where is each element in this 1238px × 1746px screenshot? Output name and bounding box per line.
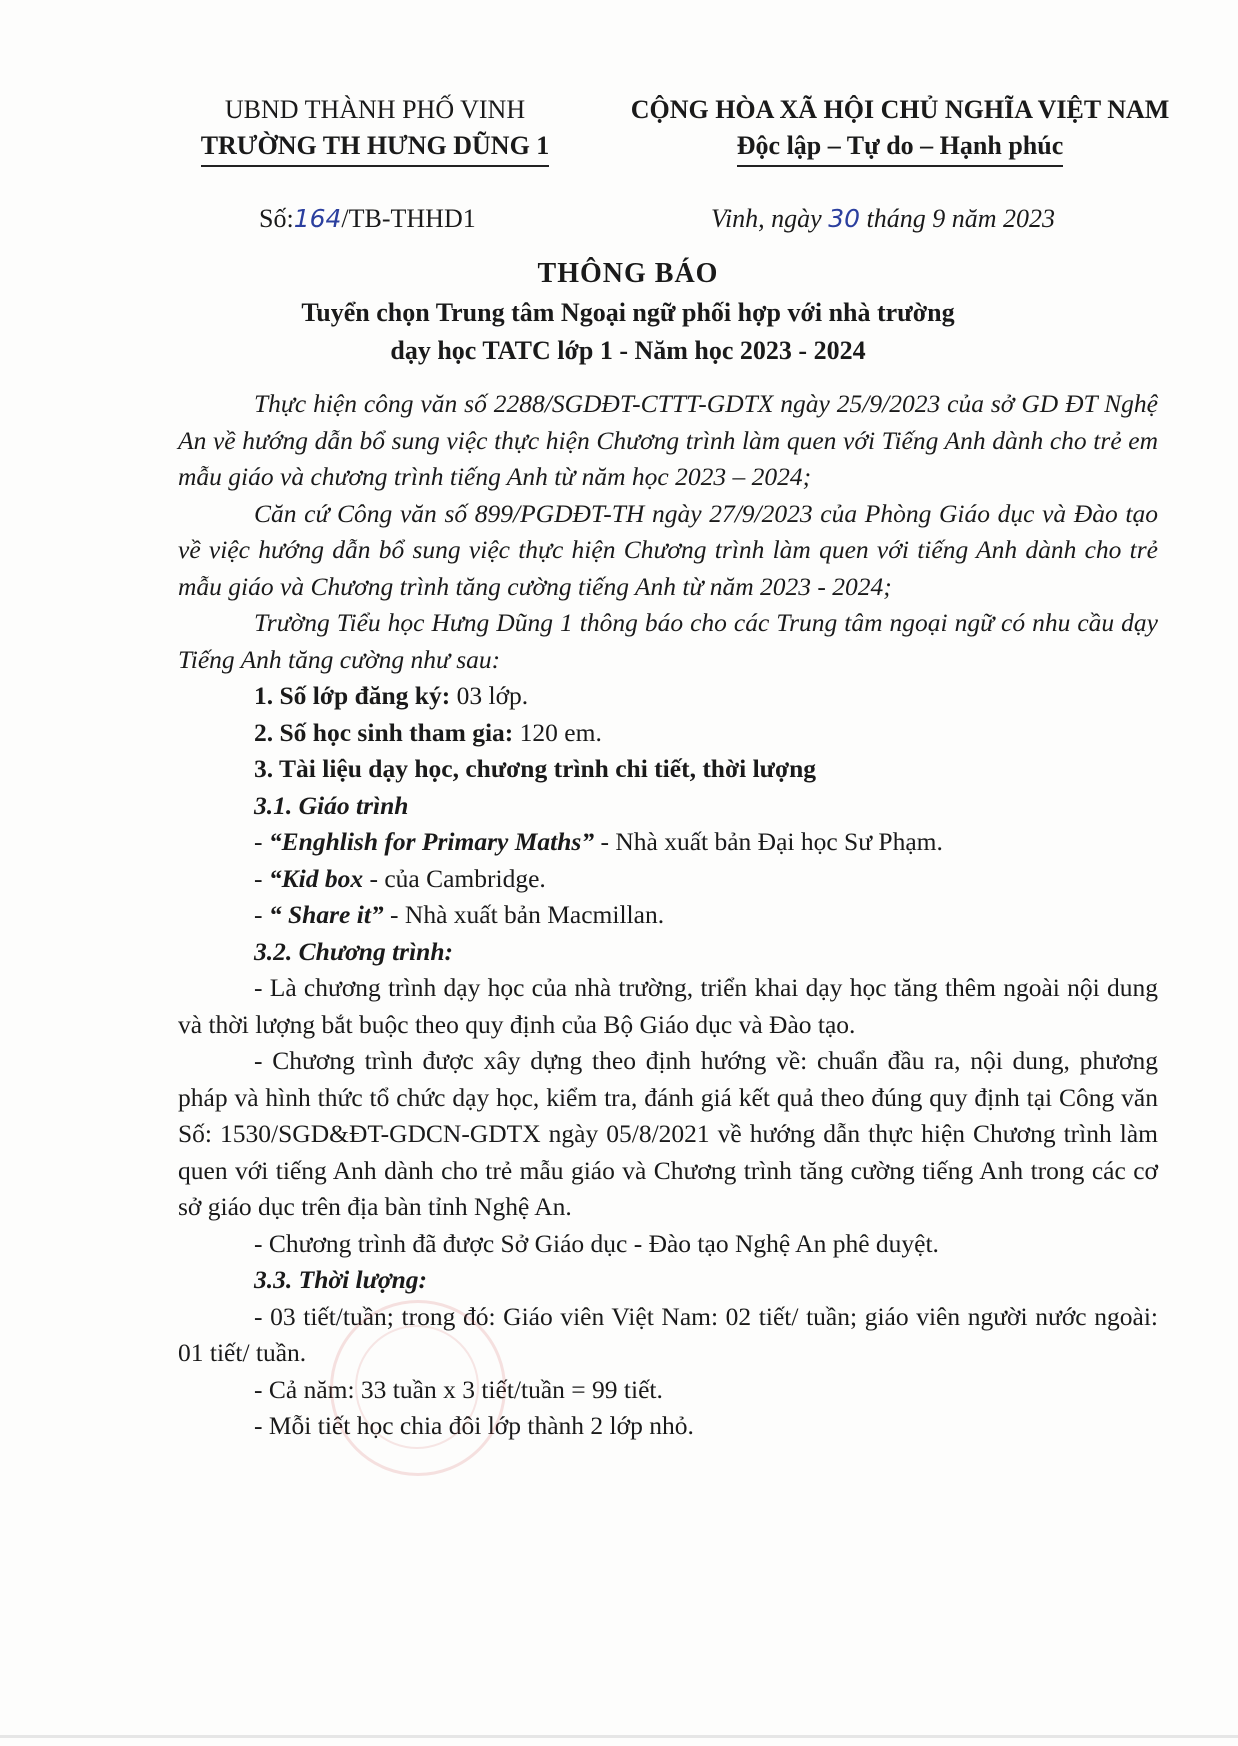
- duration-point-3: - Mỗi tiết học chia đôi lớp thành 2 lớp nhỏ.: [254, 1411, 694, 1440]
- notice-title: [178, 254, 1078, 370]
- document-number: Số:164/TB-THHD1: [259, 204, 476, 233]
- paragraph-announcement: Trường Tiểu học Hưng Dũng 1 thông báo cho các Trung tâm ngoại ngữ có nhu cầu dạy Tiếng Anh tăng cường như sau:: [178, 608, 1158, 674]
- national-name: CỘNG HÒA XÃ HỘI CHỦ NGHĨA VIỆT NAM: [630, 95, 1170, 124]
- section-3-3-heading: 3.3. Thời lượng:: [254, 1265, 427, 1294]
- national-motto: Độc lập – Tự do – Hạnh phúc: [737, 128, 1064, 167]
- title-sub1: Tuyển chọn Trung tâm Ngoại ngữ phối hợp với nhà trường: [301, 298, 955, 327]
- program-point-1: - Là chương trình dạy học của nhà trường, triển khai dạy học tăng thêm ngoài nội dung và thời lượng bắt buộc theo quy định của Bộ Giáo dục và Đào tạo.: [178, 973, 1158, 1039]
- issuer-header: [150, 92, 600, 167]
- duration-point-2: - Cả năm: 33 tuần x 3 tiết/tuần = 99 tiết.: [254, 1374, 663, 1404]
- title-main: THÔNG BÁO: [537, 258, 719, 289]
- duration-point-1: - 03 tiết/tuần; trong đó: Giáo viên Việt Nam: 02 tiết/ tuần; giáo viên người nước ngoài: 01 tiết/ tuần.: [178, 1301, 1158, 1367]
- handwritten-number: 164: [293, 204, 342, 233]
- paragraph-reference-2: Căn cứ Công văn số 899/PGDĐT-TH ngày 27/9/2023 của Phòng Giáo dục và Đào tạo về việc hướng dẫn bổ sung việc thực hiện Chương trình làm quen với tiếng Anh dành cho trẻ mẫu giáo và Chương trình tăng cường tiếng Anh từ năm 2023 - 2024;: [178, 498, 1158, 601]
- book-item-1: - “Enghlish for Primary Maths” - Nhà xuất bản Đại học Sư Phạm.: [254, 827, 943, 856]
- issuer-authority: UBND THÀNH PHỐ VINH: [224, 95, 526, 124]
- item-materials-heading: 3. Tài liệu dạy học, chương trình chi tiết, thời lượng: [254, 754, 817, 783]
- paragraph-reference-1: Thực hiện công văn số 2288/SGDĐT-CTTT-GDTX ngày 25/9/2023 của sở GD ĐT Nghệ An về hướng dẫn bổ sung việc thực hiện Chương trình làm quen với Tiếng Anh dành cho trẻ em mẫu giáo và chương trình tiếng Anh từ năm học 2023 – 2024;: [178, 389, 1158, 491]
- title-sub2: dạy học TATC lớp 1 - Năm học 2023 - 2024: [390, 336, 866, 365]
- handwritten-day: 30: [828, 204, 861, 233]
- section-3-1-heading: 3.1. Giáo trình: [254, 790, 409, 820]
- notice-body: [178, 386, 1158, 1445]
- program-point-2: - Chương trình được xây dựng theo định hướng về: chuẩn đầu ra, nội dung, phương pháp và hình thức tổ chức dạy học, kiểm tra, đánh giá kết quả theo đúng quy định tại Công văn Số: 1530/SGD&ĐT-GDCN-GDTX ngày 05/8/2021 về hướng dẫn thực hiện Chương trình làm quen với tiếng Anh dành cho trẻ mẫu giáo và Chương trình tăng cường tiếng Anh trong các cơ sở giáo dục trên địa bàn tỉnh Nghệ An.: [178, 1046, 1158, 1221]
- program-point-3: - Chương trình đã được Sở Giáo dục - Đào tạo Nghệ An phê duyệt.: [254, 1228, 939, 1258]
- item-class-count: 1. Số lớp đăng ký: 03 lớp.: [254, 681, 529, 710]
- national-header: [610, 92, 1190, 167]
- scan-edge: [0, 1735, 1238, 1738]
- place-date: Vinh, ngày 30 tháng 9 năm 2023: [711, 204, 1056, 233]
- book-item-3: - “ Share it” - Nhà xuất bản Macmillan.: [254, 900, 665, 929]
- item-student-count: 2. Số học sinh tham gia: 120 em.: [254, 717, 602, 747]
- section-3-2-heading: 3.2. Chương trình:: [254, 936, 454, 966]
- issuer-school: TRƯỜNG TH HƯNG DŨNG 1: [201, 128, 550, 167]
- book-item-2: - “Kid box - của Cambridge.: [254, 863, 546, 893]
- faint-seal-stamp: [330, 1300, 506, 1476]
